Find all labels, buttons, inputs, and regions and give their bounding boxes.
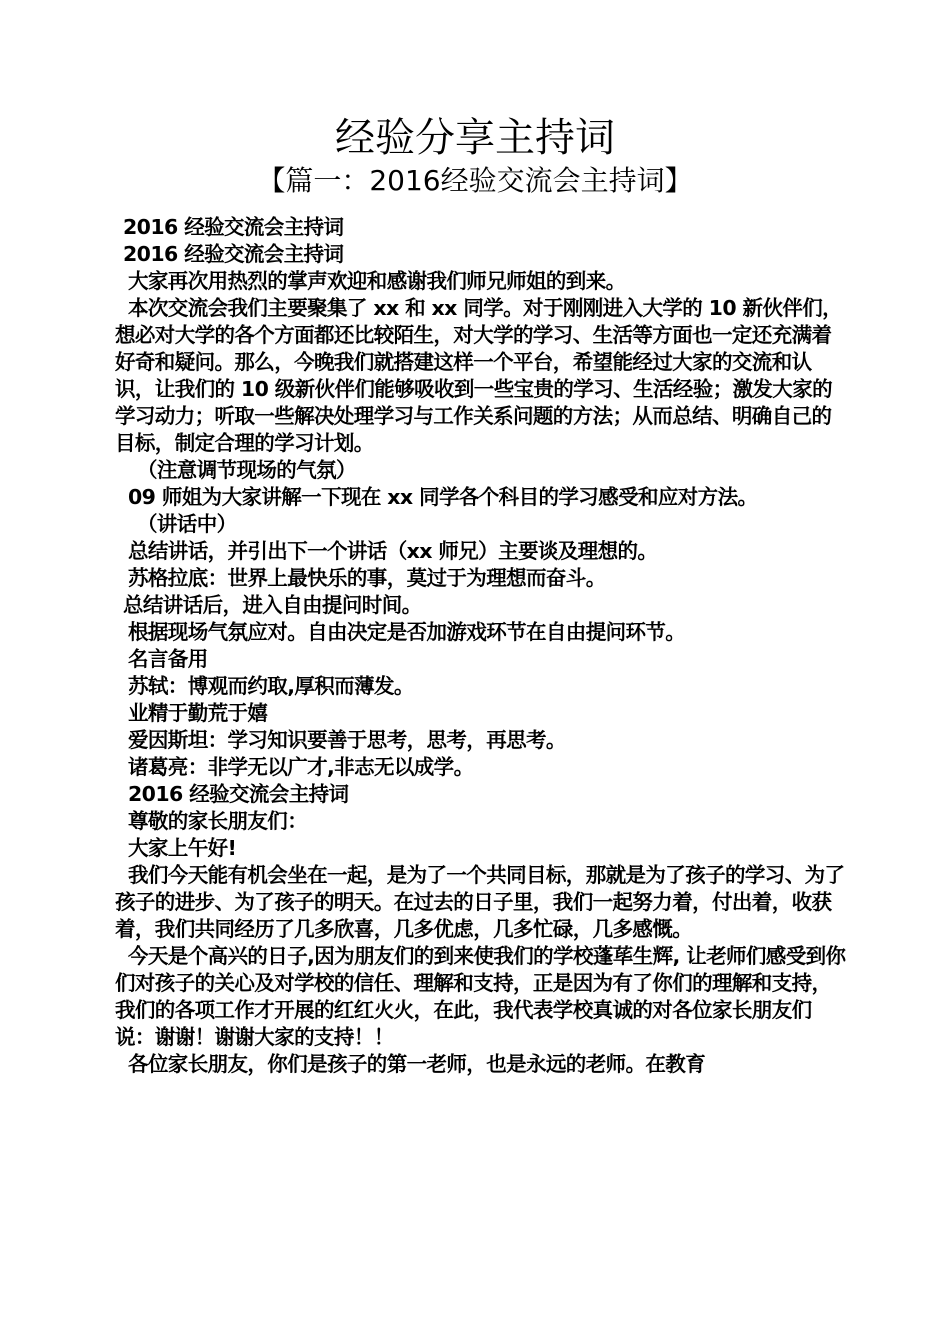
paragraph: 2016 经验交流会主持词: [123, 215, 344, 239]
paragraph: 根据现场气氛应对。自由决定是否加游戏环节在自由提问环节。: [128, 620, 686, 644]
paragraph: 总结讲话后，进入自由提问时间。: [123, 593, 422, 617]
paragraph: 总结讲话，并引出下一个讲话（xx 师兄）主要谈及理想的。: [128, 539, 658, 563]
document-body: [115, 214, 850, 1078]
paragraph: 我们今天能有机会坐在一起，是为了一个共同目标，那就是为了孩子的学习、为了孩子的进步、为了孩子的明天。在过去的日子里，我们一起努力着，付出着，收获着，我们共同经历了几多欣喜，几多优虑，几多忙碌，几多感慨。: [115, 863, 845, 941]
paragraph: 今天是个高兴的日子,因为朋友们的到来使我们的学校蓬荜生辉, 让老师们感受到你们对孩子的关心及对学校的信任、理解和支持，正是因为有了你们的理解和支持，我们的各项工作才开展的红红火火，在此，我代表学校真诚的对各位家长朋友们说：谢谢！谢谢大家的支持！！: [115, 944, 846, 1049]
paragraph: 诸葛亮：非学无以广才,非志无以成学。: [128, 755, 474, 779]
paragraph: 2016 经验交流会主持词: [123, 242, 344, 266]
paragraph: 各位家长朋友，你们是孩子的第一老师，也是永远的老师。在教育: [128, 1052, 706, 1076]
paragraph: 业精于勤荒于嬉: [128, 701, 268, 725]
paragraph: 苏格拉底：世界上最快乐的事，莫过于为理想而奋斗。: [128, 566, 606, 590]
paragraph: （注意调节现场的气氛）: [137, 458, 356, 482]
paragraph: 名言备用: [128, 647, 208, 671]
document-subtitle: 【篇一：2016经验交流会主持词】: [257, 164, 693, 197]
paragraph: 尊敬的家长朋友们：: [128, 809, 308, 833]
paragraph: 2016 经验交流会主持词: [128, 782, 349, 806]
paragraph: （讲话中）: [137, 512, 237, 536]
paragraph: 爱因斯坦：学习知识要善于思考，思考，再思考。: [128, 728, 566, 752]
paragraph: 本次交流会我们主要聚集了 xx 和 xx 同学。对于刚刚进入大学的 10 新伙伴们，想必对大学的各个方面都还比较陌生，对大学的学习、生活等方面也一定还充满着好奇和疑问。那么，今晚我们就搭建这样一个平台，希望能经过大家的交流和认识，让我们的 10 级新伙伴们能够吸收到一些宝贵的学习、生活经验；激发大家的学习动力；听取一些解决处理学习与工作关系问题的方法；从而总结、明确自己的目标，制定合理的学习计划。: [115, 296, 843, 455]
paragraph: 09 师姐为大家讲解一下现在 xx 同学各个科目的学习感受和应对方法。: [128, 485, 758, 509]
paragraph: 大家上午好!: [128, 836, 237, 860]
paragraph: 苏轼：博观而约取,厚积而薄发。: [128, 674, 414, 698]
paragraph: 大家再次用热烈的掌声欢迎和感谢我们师兄师姐的到来。: [128, 269, 626, 293]
document-title: 经验分享主持词: [335, 115, 615, 161]
